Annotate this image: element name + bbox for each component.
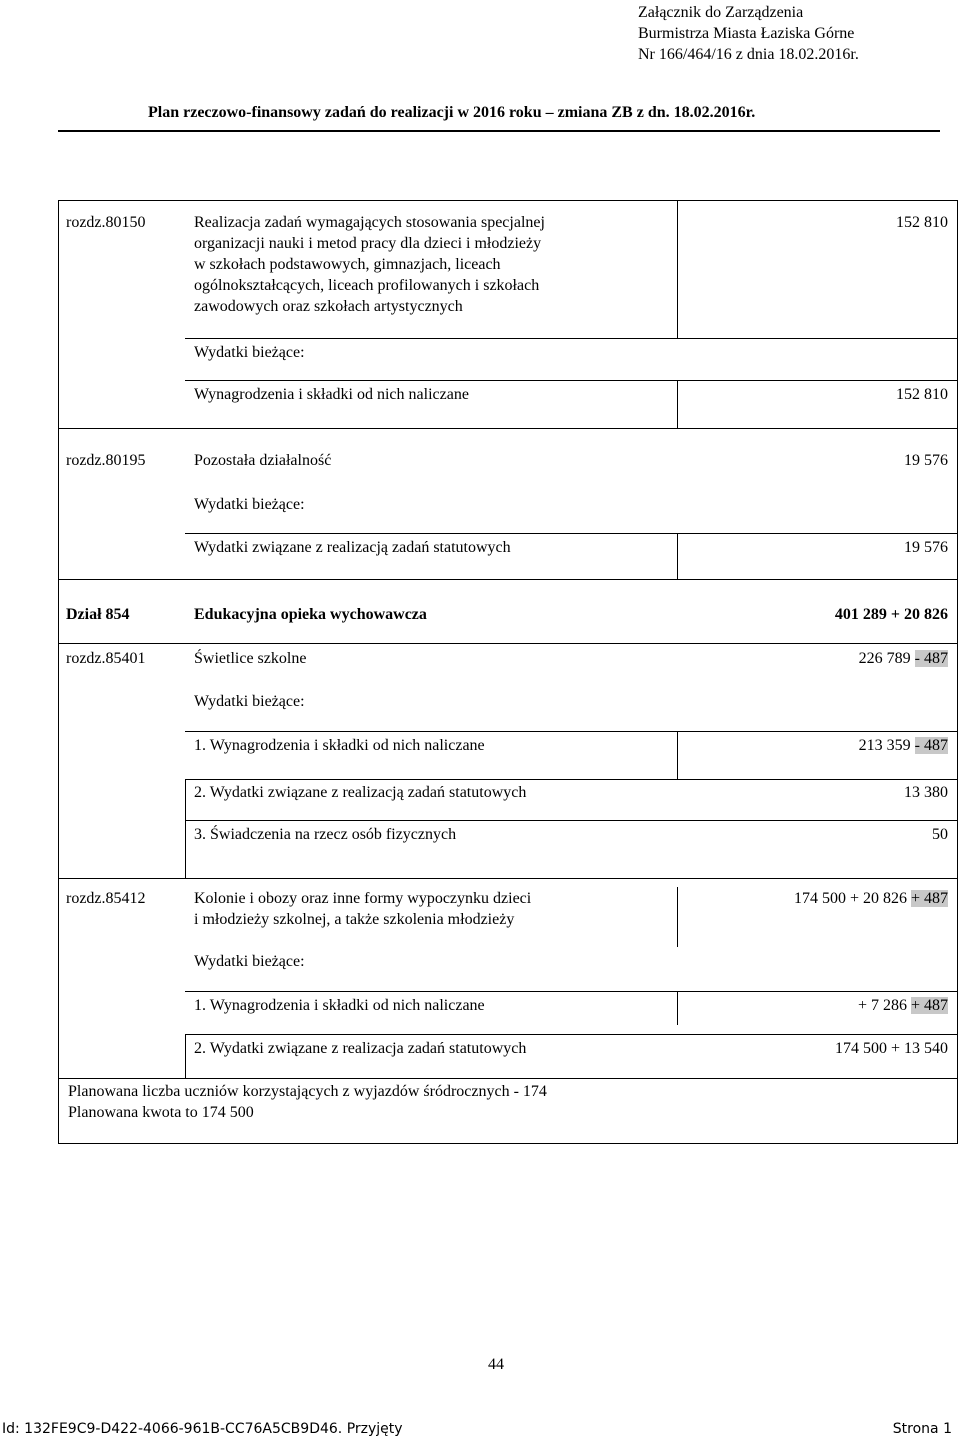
column-divider: [677, 991, 678, 1025]
row-divider: [185, 820, 958, 821]
description-line: zawodowych oraz szkołach artystycznych: [194, 298, 463, 315]
row-divider: [185, 1034, 958, 1035]
expense-item-amount: [859, 735, 948, 756]
chapter-amount: 152 810: [896, 214, 948, 231]
chapter-amount: [859, 648, 948, 669]
row-divider: [185, 533, 958, 534]
description-line: w szkołach podstawowych, gimnazjach, liceach: [194, 256, 501, 273]
amount-change-highlight: + 487: [910, 890, 948, 907]
current-expenses-label: Wydatki bieżące:: [194, 344, 305, 361]
expense-item-amount: 50: [932, 826, 948, 843]
column-divider: [677, 731, 678, 779]
chapter-amount: [794, 888, 948, 909]
amount-change-highlight: - 487: [914, 650, 948, 667]
chapter-description: [194, 212, 614, 317]
row-divider: [185, 779, 958, 780]
chapter-description: Świetlice szkolne: [194, 650, 307, 667]
amount-change-highlight: - 487: [914, 737, 948, 754]
amount-base: + 7 286: [857, 997, 907, 1014]
expense-item-amount: 174 500 + 13 540: [834, 1040, 948, 1057]
expense-item-amount: 13 380: [904, 784, 948, 801]
description-line: organizacji nauki i metod pracy dla dzieci i młodzieży: [194, 235, 542, 252]
document-footer: [0, 1420, 960, 1440]
amount-base: 226 789: [858, 650, 911, 667]
plan-title: Plan rzeczowo-finansowy zadań do realizacji w 2016 roku – zmiana ZB z dn. 18.02.2016r.: [148, 104, 756, 121]
description-line: Kolonie i obozy oraz inne formy wypoczynku dzieci: [194, 890, 532, 907]
expense-item-label: 1. Wynagrodzenia i składki od nich naliczane: [194, 997, 485, 1014]
amount-change-highlight: + 487: [910, 997, 948, 1014]
expense-item-label: 1. Wynagrodzenia i składki od nich naliczane: [194, 737, 485, 754]
expense-item-label: Wydatki związane z realizacją zadań statutowych: [194, 539, 511, 556]
row-divider: [58, 428, 958, 429]
budget-table: [58, 200, 958, 1144]
planned-students-note: Planowana liczba uczniów korzystających z wyjazdów śródrocznych - 174: [68, 1083, 547, 1100]
division-description: Edukacyjna opieka wychowawcza: [194, 606, 427, 623]
column-divider: [185, 1034, 186, 1078]
description-line: ogólnokształcących, liceach profilowanych i szkołach: [194, 277, 540, 294]
division-amount: 401 289 + 20 826: [834, 606, 948, 623]
row-divider: [58, 1078, 958, 1079]
column-divider: [677, 887, 678, 947]
chapter-description: Pozostała działalność: [194, 452, 332, 469]
row-divider: [185, 380, 958, 381]
column-divider: [677, 380, 678, 428]
document-id: Id: 132FE9C9-D422-4066-961B-CC76A5CB9D46. Przyjęty: [2, 1421, 403, 1437]
expense-item-label: Wynagrodzenia i składki od nich naliczane: [194, 386, 469, 403]
page-indicator: Strona 1: [892, 1421, 952, 1437]
row-divider: [58, 579, 958, 580]
description-line: i młodzieży szkolnej, a także szkolenia młodzieży: [194, 911, 515, 928]
expense-item-amount: 19 576: [904, 539, 948, 556]
row-divider: [185, 991, 958, 992]
chapter-code: rozdz.85412: [66, 890, 146, 907]
header-attachment-line: Załącznik do Zarządzenia: [638, 4, 804, 21]
header-mayor-line: Burmistrza Miasta Łaziska Górne: [638, 25, 855, 42]
planned-amount-note: Planowana kwota to 174 500: [68, 1104, 254, 1121]
expense-item-amount: 152 810: [896, 386, 948, 403]
division-code: Dział 854: [66, 606, 130, 623]
expense-item-label: 2. Wydatki związane z realizacja zadań statutowych: [194, 1040, 527, 1057]
page-number: 44: [488, 1356, 504, 1373]
column-divider: [185, 780, 186, 878]
chapter-code: rozdz.80150: [66, 214, 146, 231]
description-line: Realizacja zadań wymagających stosowania specjalnej: [194, 214, 545, 231]
amount-base: 213 359: [858, 737, 911, 754]
chapter-amount: 19 576: [904, 452, 948, 469]
header-decree-line: Nr 166/464/16 z dnia 18.02.2016r.: [638, 46, 859, 63]
chapter-code: rozdz.85401: [66, 650, 146, 667]
row-divider: [58, 643, 958, 644]
row-divider: [185, 731, 958, 732]
current-expenses-label: Wydatki bieżące:: [194, 693, 305, 710]
column-divider: [677, 533, 678, 579]
expense-item-label: 3. Świadczenia na rzecz osób fizycznych: [194, 826, 457, 843]
current-expenses-label: Wydatki bieżące:: [194, 953, 305, 970]
expense-item-label: 2. Wydatki związane z realizacją zadań statutowych: [194, 784, 527, 801]
column-divider: [677, 200, 678, 338]
chapter-code: rozdz.80195: [66, 452, 146, 469]
current-expenses-label: Wydatki bieżące:: [194, 496, 305, 513]
title-underline: [58, 130, 940, 132]
row-divider: [58, 878, 958, 879]
amount-base: 174 500 + 20 826: [793, 890, 907, 907]
expense-item-amount: [858, 995, 948, 1016]
row-divider: [185, 338, 958, 339]
